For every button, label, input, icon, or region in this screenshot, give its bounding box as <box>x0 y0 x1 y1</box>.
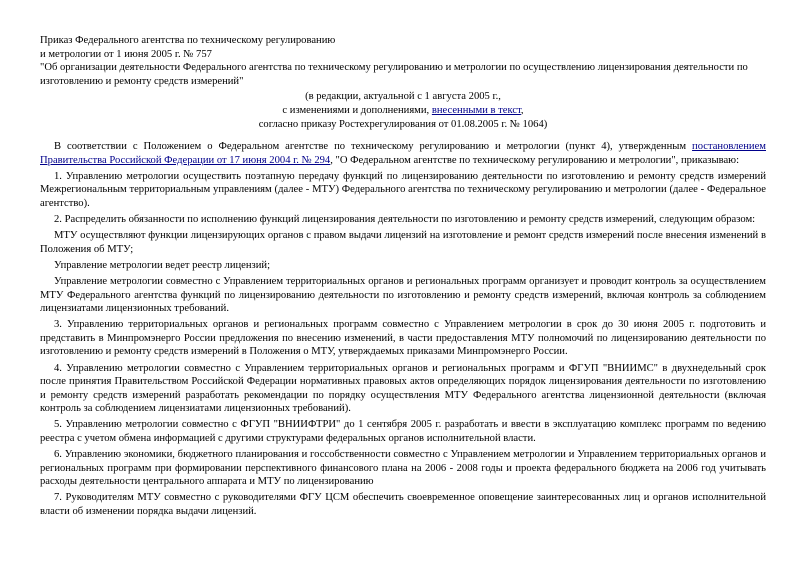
paragraph-5: 5. Управлению метрологии совместно с ФГУП "ВНИИФТРИ" до 1 сентября 2005 г. разработать и ввести в эксплуатацию комплекс программ по ведению реестра с учетом обмена информацией с другими структурами федеральных органов исполнительной власти. <box>40 419 766 445</box>
edition-line-3: согласно приказу Ростехрегулирования от 01.08.2005 г. № 1064) <box>258 118 548 130</box>
edition-line-2-suffix: , <box>520 104 524 116</box>
amendments-link[interactable]: внесенными в текст <box>431 104 521 116</box>
paragraph-2a: МТУ осуществляют функции лицензирующих органов с правом выдачи лицензий на изготовление и ремонт средств измерений после внесения изменений в Положения об МТУ; <box>40 230 766 255</box>
paragraph-4: 4. Управлению метрологии совместно с Управлением территориальных органов и региональных программ и ФГУП "ВНИИМС" в двухнедельный срок после принятия Правительством Российской Федерации нормативных правовых актов определяющих порядок лицензирования деятельности по изготовлению и ремонту средств измерений разработать рекомендации по порядку осуществления МТУ Федерального агентства лицензионной деятельности (включая контроль за соблюдением лицензиатами лицензионных требований). <box>40 362 766 415</box>
paragraph-3: 3. Управлению территориальных органов и региональных программ совместно с Управлением метрологии в срок до 30 июня 2005 г. подготовить и представить в Минпромэнерго России предложения по внесению изменений, в части предоставления МТУ полномочий по лицензированию деятельности по изготовлению и ремонту средств измерений в Положения о МТУ, утверждаемых приказами Минпромэнерго России. <box>40 319 766 358</box>
paragraph-1: 1. Управлению метрологии осуществить поэтапную передачу функций по лицензированию деятельности по изготовлению и ремонту средств измерений Межрегиональным территориальным управлениям (далее - МТУ) Федерального агентства по техническому регулированию и метрологии (далее - Федеральное агентство). <box>40 170 766 210</box>
edition-line-2 <box>40 104 766 118</box>
paragraph-2: 2. Распределить обязанности по исполнению функций лицензирования деятельности по изготовлению и ремонту средств измерений, следующим образом: <box>54 214 756 226</box>
document-title <box>40 34 766 88</box>
title-line-2: и метрологии от 1 июня 2005 г. № 757 <box>40 48 212 60</box>
document <box>40 34 766 521</box>
intro-text-a: В соответствии с Положением о Федеральном агентстве по техническому регулированию и метрологии (пункт 4), утвержденным <box>54 141 693 153</box>
paragraph-6: 6. Управлению экономики, бюджетного планирования и госсобственности совместно с Управлением метрологии и Управлением территориальных органов и региональных программ при формировании перспективного финансового плана на 2006 - 2008 годы и проекта федерального бюджета на 2006 год учитывать расходы деятельности центрального аппарата и МТУ по лицензированию <box>40 449 766 488</box>
intro-text-b: , "О Федеральном агентстве по техническому регулированию и метрологии", приказываю: <box>330 154 740 166</box>
paragraph-2b: Управление метрологии ведет реестр лицензий; <box>54 259 271 271</box>
document-body <box>40 140 766 518</box>
edition-note <box>40 90 766 131</box>
paragraph-intro <box>40 140 766 167</box>
edition-line-2-prefix: с изменениями и дополнениями, <box>282 104 432 116</box>
title-line-1: Приказ Федерального агентства по техническому регулированию <box>40 35 336 46</box>
edition-line-1: (в редакции, актуальной с 1 августа 2005 г., <box>305 91 501 103</box>
paragraph-2c: Управление метрологии совместно с Управлением территориальных органов и региональных программ организует и проводит контроль за осуществлением МТУ Федерального агентства функций по лицензированию деятельности по изготовлению и ремонту средств измерений, включая контроль за соблюдением лицензиатами лицензионных требований. <box>40 276 766 315</box>
paragraph-7: 7. Руководителям МТУ совместно с руководителями ФГУ ЦСМ обеспечить своевременное оповещение заинтересованных лиц и органов исполнительной власти об изменении порядка выдачи лицензий. <box>40 492 766 517</box>
title-line-3: "Об организации деятельности Федерального агентства по техническому регулированию и метрологии по осуществлению лицензирования деятельности по изготовлению и ремонту средств измерений" <box>40 62 748 87</box>
government-decree-link[interactable]: постановлением Правительства Российской Федерации от 17 июня 2004 г. № 294 <box>40 141 766 166</box>
